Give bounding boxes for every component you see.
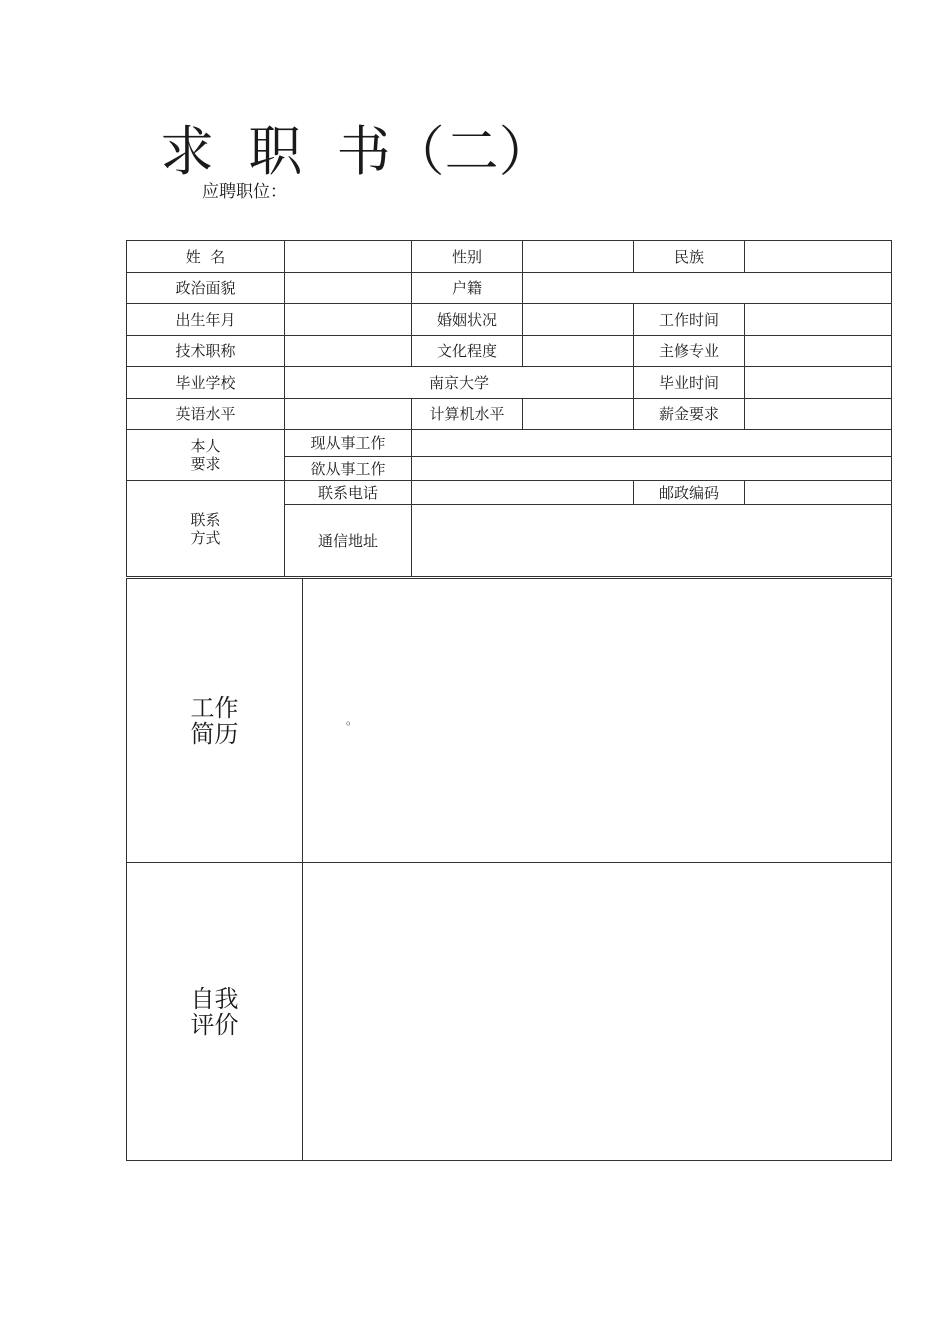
table-row [127, 430, 892, 457]
table-row [127, 579, 892, 863]
phone-field[interactable] [412, 481, 634, 505]
work-time-label: 工作时间 [634, 304, 745, 336]
graduation-time-label: 毕业时间 [634, 367, 745, 399]
salary-label: 薪金要求 [634, 399, 745, 430]
table-row [127, 481, 892, 505]
name-label: 姓 名 [127, 241, 285, 273]
address-field[interactable] [412, 505, 892, 577]
table-row [127, 863, 892, 1161]
computer-level-label: 计算机水平 [412, 399, 523, 430]
table-row [127, 336, 892, 367]
english-level-label: 英语水平 [127, 399, 285, 430]
table-row [127, 399, 892, 430]
work-history-mark: 。 [346, 713, 359, 727]
contact-info-label: 联系 方式 [127, 481, 285, 577]
postcode-field[interactable] [745, 481, 892, 505]
birth-date-label: 出生年月 [127, 304, 285, 336]
desired-job-label: 欲从事工作 [285, 457, 412, 481]
political-status-field[interactable] [285, 273, 412, 304]
applied-position-label: 应聘职位： [202, 182, 287, 202]
phone-label: 联系电话 [285, 481, 412, 505]
education-field[interactable] [523, 336, 634, 367]
address-label: 通信地址 [285, 505, 412, 577]
table-row [127, 241, 892, 273]
hukou-label: 户籍 [412, 273, 523, 304]
technical-title-label: 技术职称 [127, 336, 285, 367]
self-evaluation-label: 自我 评价 [127, 863, 303, 1161]
technical-title-field[interactable] [285, 336, 412, 367]
hukou-field[interactable] [523, 273, 892, 304]
personal-requirements-label: 本人 要求 [127, 430, 285, 481]
self-evaluation-field[interactable] [303, 863, 892, 1161]
name-field[interactable] [285, 241, 412, 273]
major-field[interactable] [745, 336, 892, 367]
major-label: 主修专业 [634, 336, 745, 367]
marital-status-label: 婚姻状况 [412, 304, 523, 336]
ethnicity-field[interactable] [745, 241, 892, 273]
birth-date-field[interactable] [285, 304, 412, 336]
work-history-label: 工作 简历 [127, 579, 303, 863]
ethnicity-label: 民族 [634, 241, 745, 273]
document-title: 求 职 书（二） [160, 120, 553, 183]
table-row [127, 273, 892, 304]
school-label: 毕业学校 [127, 367, 285, 399]
computer-level-field[interactable] [523, 399, 634, 430]
table-row [127, 367, 892, 399]
desired-job-field[interactable] [412, 457, 892, 481]
english-level-field[interactable] [285, 399, 412, 430]
salary-field[interactable] [745, 399, 892, 430]
current-job-field[interactable] [412, 430, 892, 457]
graduation-time-field[interactable] [745, 367, 892, 399]
table-row [127, 304, 892, 336]
current-job-label: 现从事工作 [285, 430, 412, 457]
work-time-field[interactable] [745, 304, 892, 336]
school-field[interactable]: 南京大学 [285, 367, 634, 399]
work-history-field[interactable] [303, 579, 892, 863]
narrative-table [126, 578, 892, 1161]
gender-label: 性别 [412, 241, 523, 273]
education-label: 文化程度 [412, 336, 523, 367]
gender-field[interactable] [523, 241, 634, 273]
marital-status-field[interactable] [523, 304, 634, 336]
political-status-label: 政治面貌 [127, 273, 285, 304]
postcode-label: 邮政编码 [634, 481, 745, 505]
basic-info-table [126, 240, 892, 577]
